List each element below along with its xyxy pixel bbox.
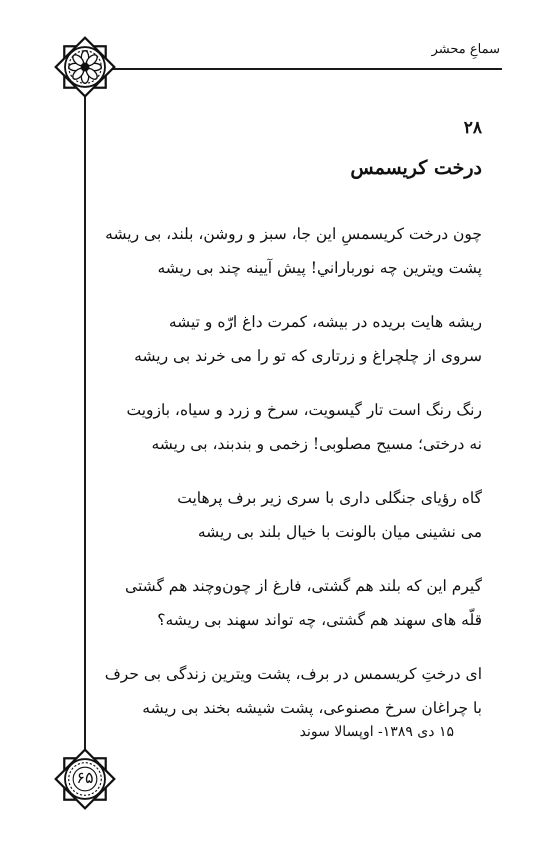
verse-line: ای درختِ کریسمس در برف، پشت ویترین زندگی بی حرف [104,665,482,683]
poem-number: ۲۸ [463,118,482,138]
verse-line: سروی از چلچراغ و زرتاری که تو را می خرند بی ریشه [134,347,482,365]
stanza [82,481,482,549]
stanza [82,217,482,285]
poem-title: درخت کریسمس [350,157,482,179]
poem-body [82,217,482,745]
stanza [82,569,482,637]
header-rule [84,68,502,70]
stanza [82,393,482,461]
verse-line: ریشه هایت بریده در بیشه، کمرت داغ ارّه و تیشه [168,313,482,331]
verse-line: چون درخت کریسمسِ این جا، سبز و روشن، بلند، بی ریشه [105,225,482,243]
running-header-title: سماعِ محشر [431,42,500,57]
verse-line: رنگ رنگ است تار گیسویت، سرخ و زرد و سیاه، بازویت [126,401,482,419]
page-number: ۶۵ [76,768,94,787]
verse-line: پشت ویترین چه نورباراني! پیش آیینه چند بی ریشه [157,259,482,277]
verse-line: قلّه های سهند هم گشتی، چه تواند سهند بی ریشه؟ [157,611,482,629]
stanza [82,657,482,725]
verse-line: با چراغان سرخ مصنوعی، پشت شیشه بخند بی ریشه [142,699,482,717]
date-place-note: ۱۵ دی ۱۳۸۹- اوپسالا سوند [299,724,454,740]
arabesque-star-icon [48,30,122,104]
verse-line: می نشینی میان بالونت با خیال بلند بی ریشه [197,523,482,541]
verse-line: نه درختی؛ مسیح مصلوبی! زخمی و بندبند، بی ریشه [151,435,482,453]
verse-line: گیرم این که بلند هم گشتی، فارغ از چون‌وچند هم گشتی [125,577,482,595]
stanza [82,305,482,373]
verse-line: گاه رؤیای جنگلی داری با سری زیر برف پرهایت [177,489,482,507]
